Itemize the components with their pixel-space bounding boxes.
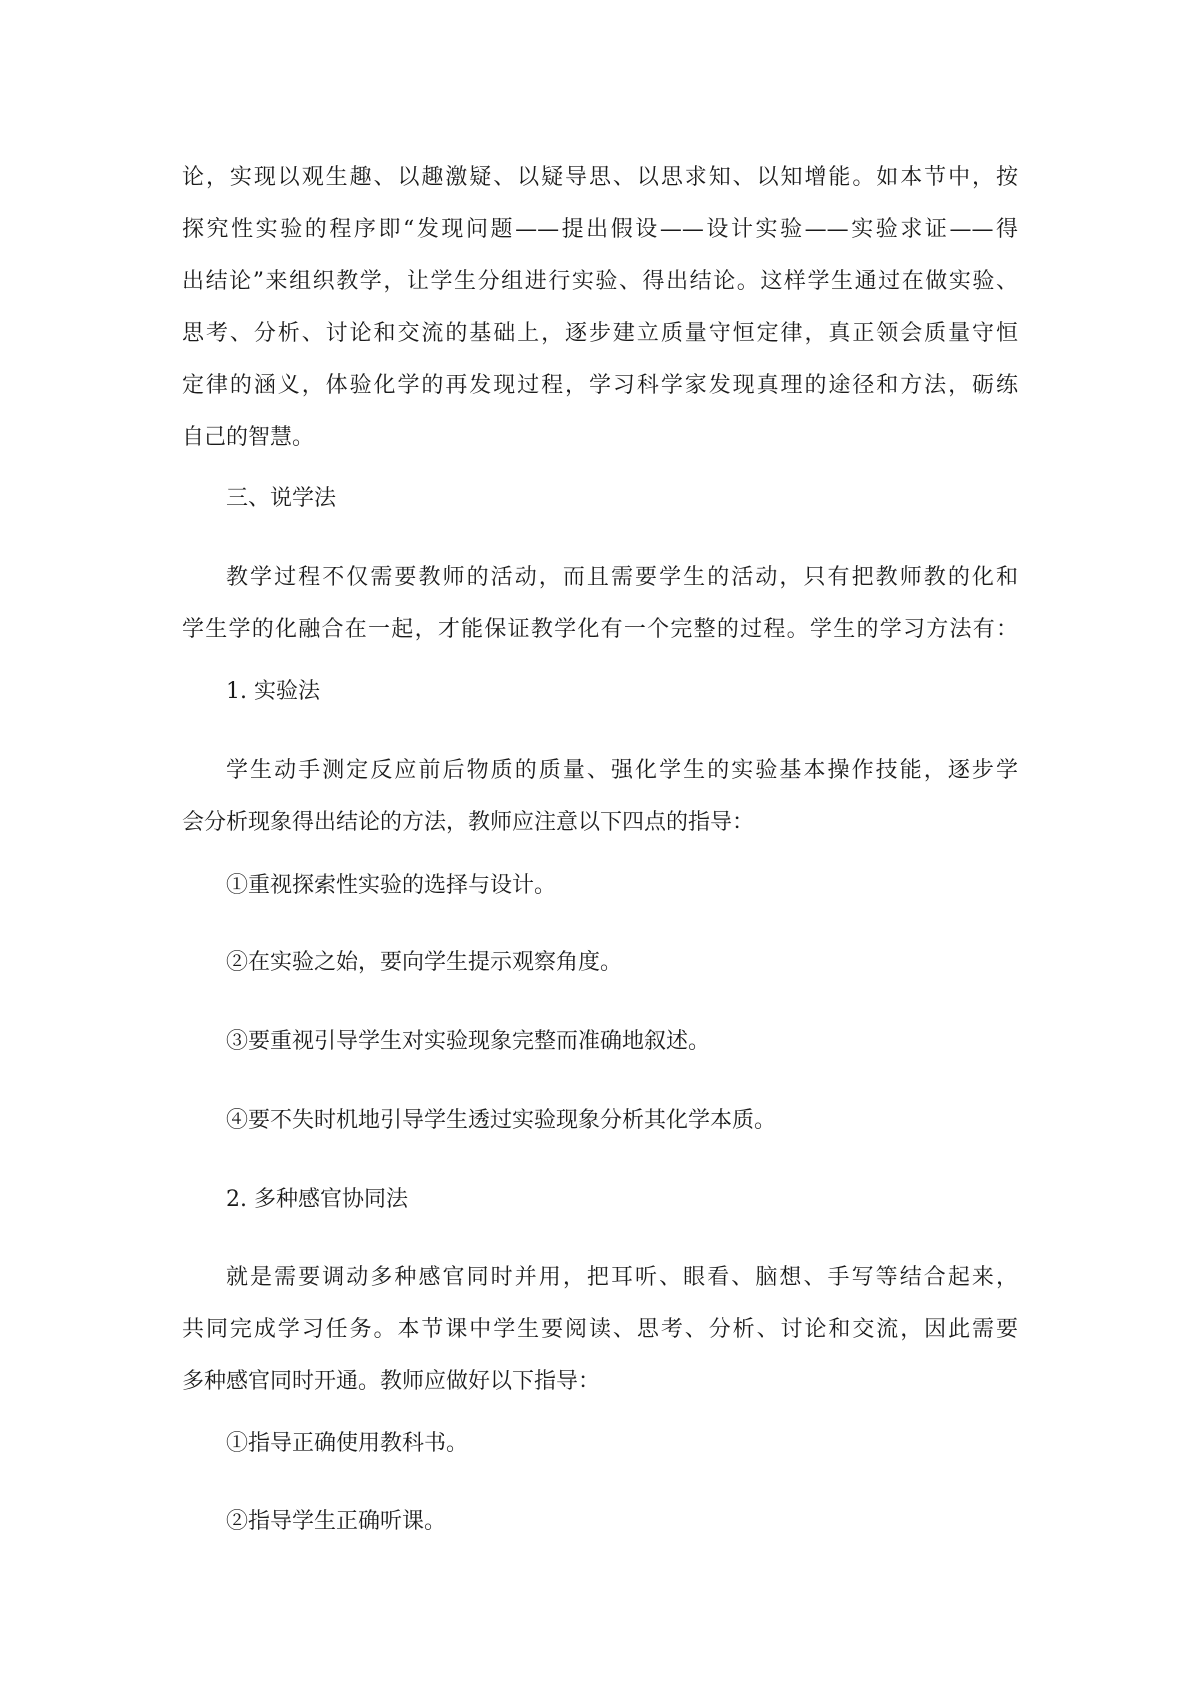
subheading: 1. 实验法 (226, 679, 320, 704)
paragraph-line: 出结论”来组织教学，让学生分组进行实验、得出结论。这样学生通过在做实验、 (182, 269, 1018, 294)
paragraph-experiment-method (182, 745, 1018, 849)
paragraph-line: 探究性实验的程序即“发现问题——提出假设——设计实验——实验求证——得 (182, 217, 1018, 242)
paragraph-line: 论，实现以观生趣、以趣激疑、以疑导思、以思求知、以知增能。如本节中，按 (182, 165, 1018, 190)
paragraph-line: 教学过程不仅需要教师的活动，而且需要学生的活动，只有把教师教的化和 (226, 565, 1018, 590)
paragraph-line: 学生动手测定反应前后物质的质量、强化学生的实验基本操作技能，逐步学 (226, 758, 1018, 783)
paragraph-line: 多种感官同时开通。教师应做好以下指导： (182, 1369, 601, 1394)
list-item (182, 1418, 1018, 1470)
section-heading: 三、说学法 (226, 486, 337, 511)
paragraph-learning-method-intro (182, 552, 1018, 656)
paragraph-multi-sense-method (182, 1252, 1018, 1408)
paragraph-line: 会分析现象得出结论的方法，教师应注意以下四点的指导： (182, 810, 755, 835)
list-item-text: ④要不失时机地引导学生透过实验现象分析其化学本质。 (226, 1108, 777, 1133)
paragraph-line: 共同完成学习任务。本节课中学生要阅读、思考、分析、讨论和交流，因此需要 (182, 1317, 1018, 1342)
list-item-text: ①重视探索性实验的选择与设计。 (226, 873, 557, 898)
list-item-text: ②在实验之始，要向学生提示观察角度。 (226, 950, 623, 975)
subheading-experiment-method (182, 666, 1018, 718)
paragraph-line: 就是需要调动多种感官同时并用，把耳听、眼看、脑想、手写等结合起来， (226, 1265, 1018, 1290)
subheading-multi-sense-method (182, 1174, 1018, 1226)
list-item (182, 1095, 1018, 1147)
list-item (182, 1496, 1018, 1548)
paragraph-line: 自己的智慧。 (182, 425, 315, 450)
list-item-text: ①指导正确使用教科书。 (226, 1431, 469, 1456)
list-item (182, 937, 1018, 989)
list-item-text: ③要重视引导学生对实验现象完整而准确地叙述。 (226, 1029, 711, 1054)
paragraph-teaching-method-conclusion (182, 152, 1018, 464)
section-heading-learning-method (182, 473, 1018, 525)
list-item (182, 860, 1018, 912)
subheading: 2. 多种感官协同法 (226, 1187, 408, 1212)
paragraph-line: 思考、分析、讨论和交流的基础上，逐步建立质量守恒定律，真正领会质量守恒 (182, 321, 1018, 346)
list-item (182, 1016, 1018, 1068)
list-item-text: ②指导学生正确听课。 (226, 1509, 447, 1534)
paragraph-line: 学生学的化融合在一起，才能保证教学化有一个完整的过程。学生的学习方法有： (182, 617, 1018, 642)
paragraph-line: 定律的涵义，体验化学的再发现过程，学习科学家发现真理的途径和方法，砺练 (182, 373, 1018, 398)
